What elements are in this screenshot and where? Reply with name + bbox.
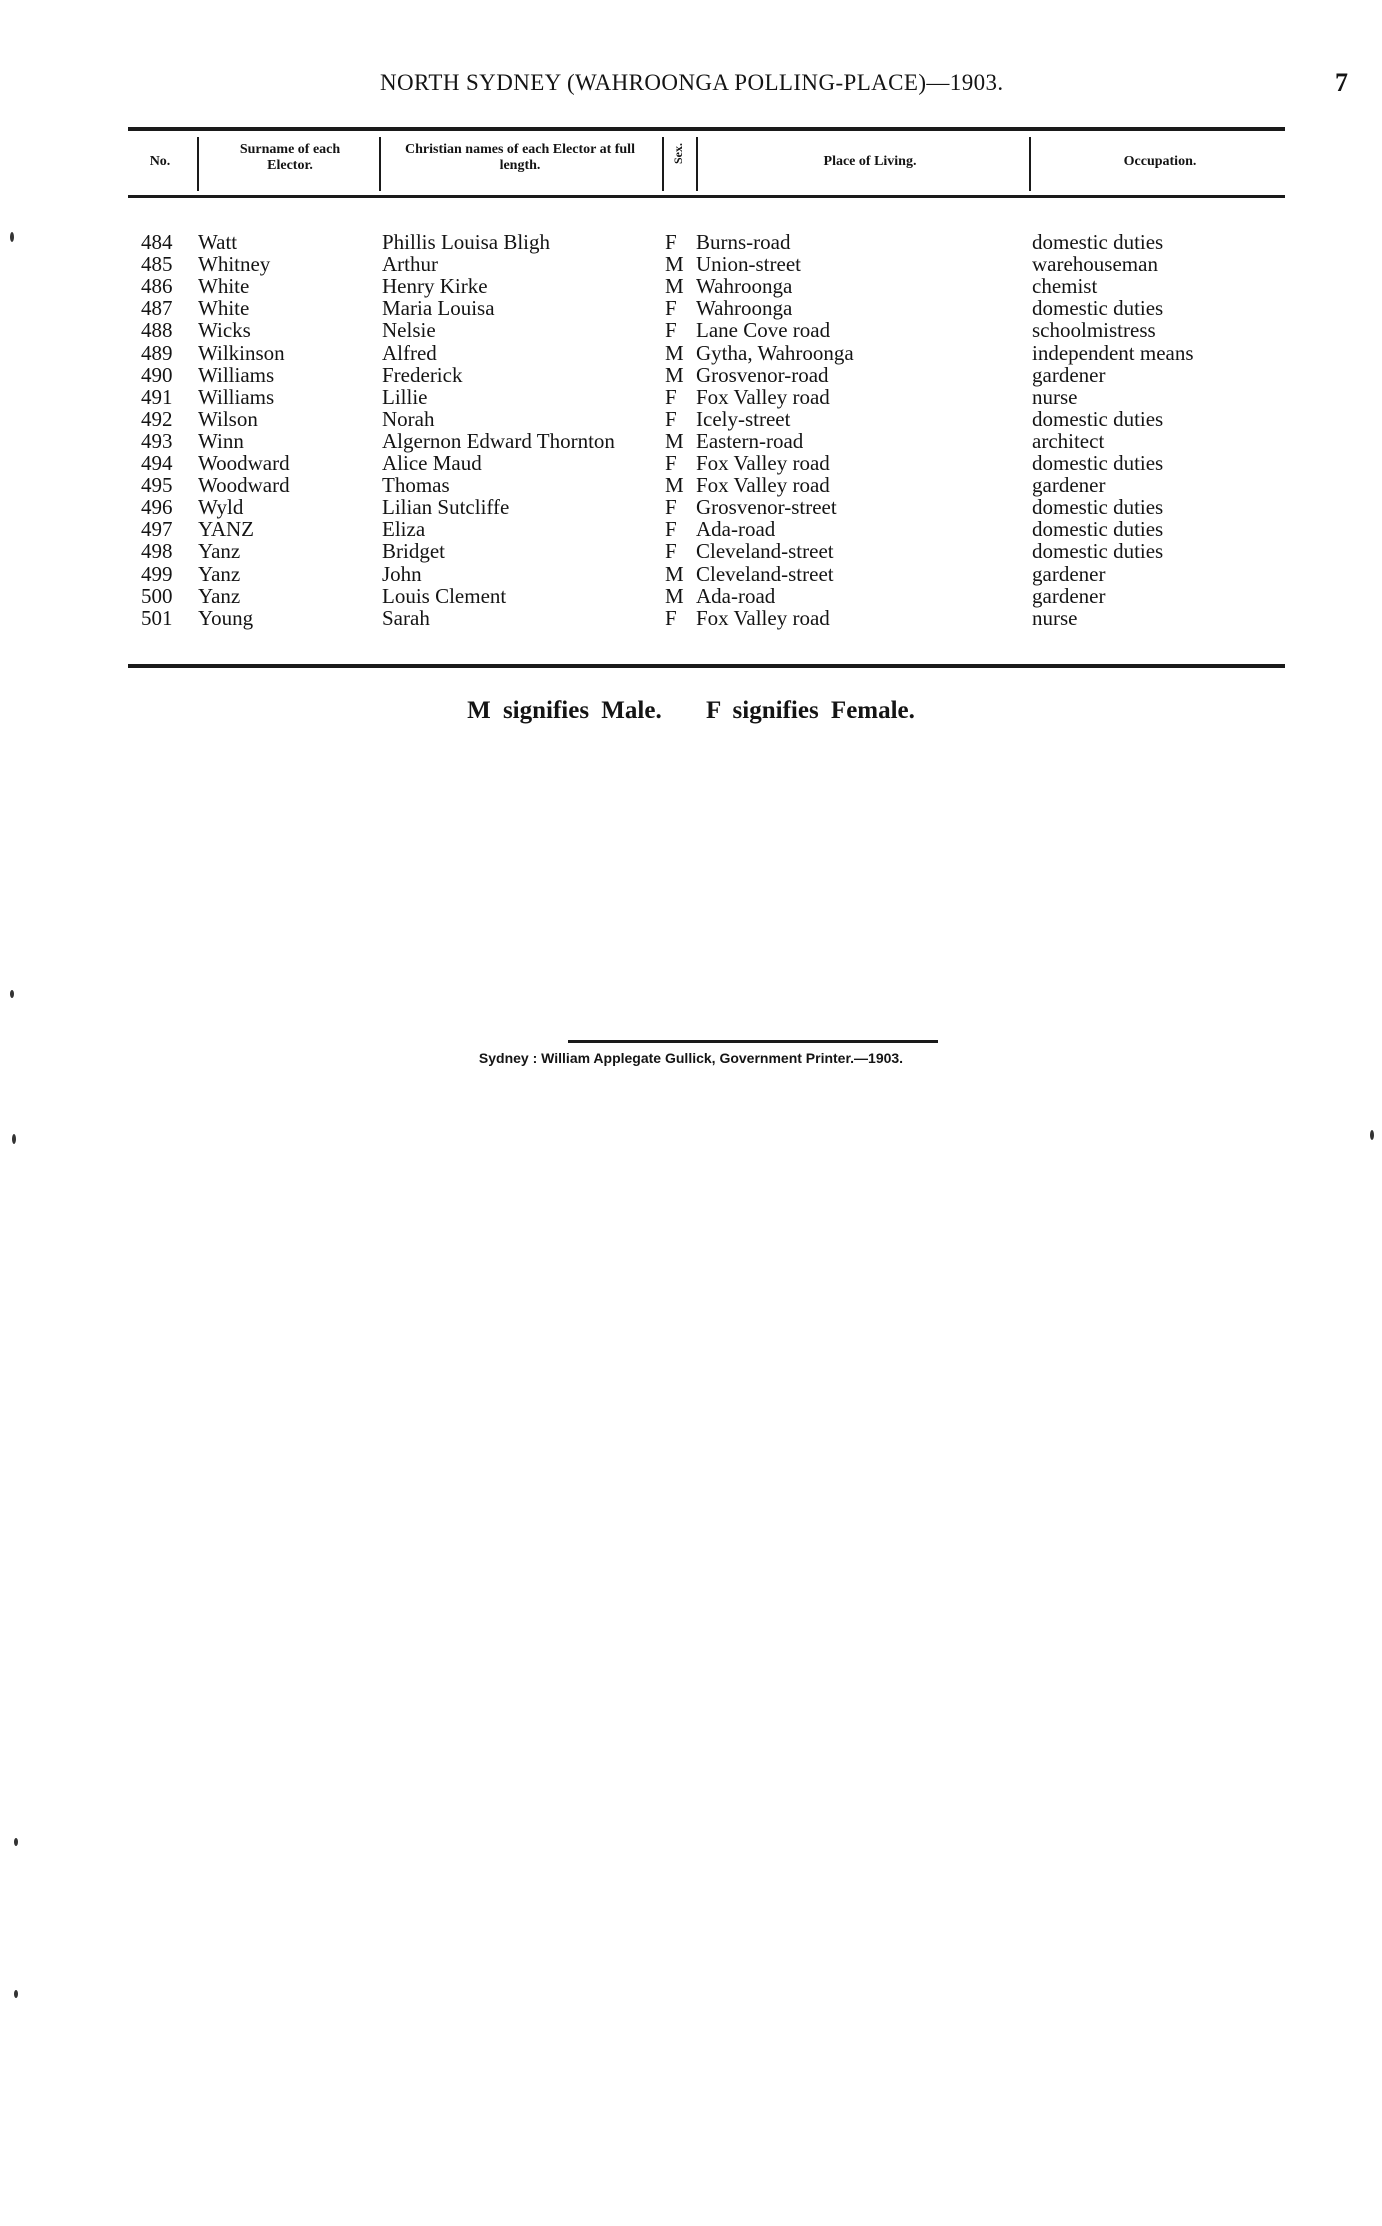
- elector-sex: M: [665, 473, 684, 498]
- table-row: [0, 585, 1382, 607]
- elector-occupation: warehouseman: [1032, 252, 1158, 277]
- table-row: [0, 275, 1382, 297]
- sex-legend: [0, 697, 1382, 725]
- elector-number: 484: [141, 230, 173, 254]
- elector-place-of-living: Cleveland-street: [696, 561, 834, 586]
- printer-imprint: Sydney : William Applegate Gullick, Government Printer.—1903.: [478, 1050, 904, 1066]
- elector-number: 497: [141, 517, 173, 542]
- legend-male: M signifies Male.: [467, 697, 662, 724]
- elector-place-of-living: Gytha, Wahroonga: [696, 340, 854, 365]
- elector-number: 492: [141, 406, 173, 431]
- elector-christian-names: Lilian Sutcliffe: [382, 495, 510, 520]
- elector-christian-names: Phillis Louisa Bligh: [382, 230, 551, 254]
- page-title: NORTH SYDNEY (WAHROONGA POLLING-PLACE)—1903.: [380, 70, 1004, 95]
- elector-surname: Wyld: [198, 495, 244, 520]
- elector-christian-names: Alice Maud: [382, 451, 482, 475]
- elector-place-of-living: Wahroonga: [696, 274, 793, 299]
- elector-occupation: domestic duties: [1032, 406, 1164, 431]
- elector-place-of-living: Union-street: [696, 252, 801, 277]
- table-top-rule: [128, 127, 1285, 131]
- elector-sex: F: [665, 296, 677, 321]
- column-divider: [696, 137, 698, 191]
- margin-mark: [10, 990, 14, 998]
- page-header: [0, 66, 1382, 102]
- elector-christian-names: Algernon Edward Thornton: [382, 428, 615, 453]
- elector-occupation: gardener: [1032, 583, 1106, 608]
- elector-sex: F: [665, 517, 677, 542]
- elector-christian-names: John: [382, 561, 422, 586]
- elector-christian-names: Arthur: [382, 252, 438, 277]
- elector-place-of-living: Fox Valley road: [696, 451, 830, 475]
- elector-number: 495: [141, 473, 173, 498]
- elector-surname: White: [198, 296, 250, 321]
- elector-sex: M: [665, 583, 684, 608]
- elector-sex: F: [665, 318, 677, 343]
- elector-number: 485: [141, 252, 173, 277]
- elector-place-of-living: Burns-road: [696, 230, 791, 254]
- elector-place-of-living: Fox Valley road: [696, 605, 830, 630]
- elector-christian-names: Nelsie: [382, 318, 436, 343]
- page-number: 7: [1335, 68, 1348, 97]
- elector-number: 489: [141, 340, 173, 365]
- elector-surname: Williams: [198, 362, 275, 387]
- table-row: [0, 452, 1382, 474]
- elector-christian-names: Alfred: [382, 340, 437, 365]
- elector-christian-names: Sarah: [382, 605, 430, 630]
- elector-sex: M: [665, 362, 684, 387]
- elector-surname: Young: [198, 605, 254, 630]
- elector-number: 494: [141, 451, 173, 475]
- column-header-no: No.: [149, 154, 171, 169]
- elector-christian-names: Eliza: [382, 517, 426, 542]
- elector-number: 496: [141, 495, 173, 520]
- elector-surname: YANZ: [198, 517, 254, 542]
- table-row: [0, 253, 1382, 275]
- elector-christian-names: Frederick: [382, 362, 463, 387]
- elector-number: 500: [141, 583, 173, 608]
- elector-sex: F: [665, 539, 677, 564]
- column-header-sex: Sex.: [671, 143, 685, 164]
- elector-surname: Yanz: [198, 539, 241, 564]
- legend-female: F signifies Female.: [705, 697, 915, 724]
- table-row: [0, 297, 1382, 319]
- elector-surname: Williams: [198, 384, 275, 409]
- elector-surname: Wilkinson: [198, 340, 285, 365]
- elector-surname: Yanz: [198, 561, 241, 586]
- elector-sex: F: [665, 230, 677, 254]
- table-row: [0, 607, 1382, 629]
- column-divider: [379, 137, 381, 191]
- elector-place-of-living: Eastern-road: [696, 428, 804, 453]
- elector-number: 501: [141, 605, 173, 630]
- margin-mark: [10, 232, 14, 242]
- elector-occupation: schoolmistress: [1032, 318, 1156, 343]
- elector-sex: M: [665, 340, 684, 365]
- elector-occupation: architect: [1032, 428, 1105, 453]
- elector-sex: F: [665, 406, 677, 431]
- elector-occupation: gardener: [1032, 473, 1106, 498]
- column-divider: [662, 137, 664, 191]
- elector-surname: Wilson: [198, 406, 258, 431]
- elector-surname: Watt: [198, 230, 238, 254]
- margin-mark: [12, 1134, 16, 1144]
- table-row: [0, 408, 1382, 430]
- elector-number: 490: [141, 362, 173, 387]
- elector-number: 491: [141, 384, 173, 409]
- elector-sex: M: [665, 561, 684, 586]
- table-header-rule: [128, 195, 1285, 198]
- elector-place-of-living: Ada-road: [696, 583, 776, 608]
- elector-occupation: domestic duties: [1032, 495, 1164, 520]
- elector-surname: Yanz: [198, 583, 241, 608]
- elector-place-of-living: Grosvenor-street: [696, 495, 837, 520]
- elector-number: 499: [141, 561, 173, 586]
- elector-surname: Winn: [198, 428, 244, 453]
- elector-sex: M: [665, 252, 684, 277]
- table-row: [0, 540, 1382, 562]
- margin-mark: [1370, 1130, 1374, 1140]
- elector-christian-names: Thomas: [382, 473, 450, 498]
- elector-surname: Wicks: [198, 318, 251, 343]
- elector-christian-names: Norah: [382, 406, 435, 431]
- elector-place-of-living: Fox Valley road: [696, 384, 830, 409]
- elector-sex: F: [665, 451, 677, 475]
- elector-place-of-living: Wahroonga: [696, 296, 793, 321]
- table-row: [0, 496, 1382, 518]
- elector-number: 487: [141, 296, 173, 321]
- elector-occupation: domestic duties: [1032, 517, 1164, 542]
- elector-occupation: gardener: [1032, 362, 1106, 387]
- elector-occupation: gardener: [1032, 561, 1106, 586]
- elector-christian-names: Bridget: [382, 539, 445, 564]
- column-header-christian-names: Christian names of each Elector at full length.: [405, 142, 635, 173]
- elector-surname: Whitney: [198, 252, 271, 277]
- table-row: [0, 364, 1382, 386]
- column-divider: [197, 137, 199, 191]
- column-header-place-of-living: Place of Living.: [823, 154, 917, 169]
- elector-occupation: independent means: [1032, 340, 1194, 365]
- table-row: [0, 474, 1382, 496]
- elector-number: 493: [141, 428, 173, 453]
- table-row: [0, 319, 1382, 341]
- elector-number: 486: [141, 274, 173, 299]
- elector-place-of-living: Cleveland-street: [696, 539, 834, 564]
- elector-place-of-living: Lane Cove road: [696, 318, 831, 343]
- table-row: [0, 518, 1382, 540]
- elector-sex: F: [665, 384, 677, 409]
- elector-place-of-living: Fox Valley road: [696, 473, 830, 498]
- elector-christian-names: Louis Clement: [382, 583, 507, 608]
- column-header-occupation: Occupation.: [1123, 154, 1197, 169]
- table-row: [0, 342, 1382, 364]
- column-divider: [1029, 137, 1031, 191]
- elector-occupation: domestic duties: [1032, 451, 1164, 475]
- table-row: [0, 563, 1382, 585]
- elector-occupation: nurse: [1032, 384, 1078, 409]
- elector-place-of-living: Grosvenor-road: [696, 362, 829, 387]
- elector-sex: M: [665, 428, 684, 453]
- elector-number: 488: [141, 318, 173, 343]
- elector-sex: F: [665, 495, 677, 520]
- elector-occupation: domestic duties: [1032, 539, 1164, 564]
- elector-sex: M: [665, 274, 684, 299]
- elector-occupation: nurse: [1032, 605, 1078, 630]
- elector-surname: Woodward: [198, 451, 290, 475]
- elector-occupation: domestic duties: [1032, 230, 1164, 254]
- column-header-surname: Surname of each Elector.: [239, 142, 341, 173]
- table-row: [0, 386, 1382, 408]
- elector-occupation: domestic duties: [1032, 296, 1164, 321]
- margin-mark: [14, 1838, 18, 1846]
- table-row: [0, 231, 1382, 253]
- elector-surname: White: [198, 274, 250, 299]
- table-bottom-rule: [128, 664, 1285, 668]
- elector-surname: Woodward: [198, 473, 290, 498]
- elector-occupation: chemist: [1032, 274, 1098, 299]
- imprint-rule: [568, 1040, 938, 1043]
- elector-place-of-living: Icely-street: [696, 406, 791, 431]
- elector-sex: F: [665, 605, 677, 630]
- table-row: [0, 430, 1382, 452]
- elector-christian-names: Lillie: [382, 384, 428, 409]
- elector-number: 498: [141, 539, 173, 564]
- elector-christian-names: Henry Kirke: [382, 274, 488, 299]
- margin-mark: [14, 1990, 18, 1998]
- elector-place-of-living: Ada-road: [696, 517, 776, 542]
- elector-christian-names: Maria Louisa: [382, 296, 495, 321]
